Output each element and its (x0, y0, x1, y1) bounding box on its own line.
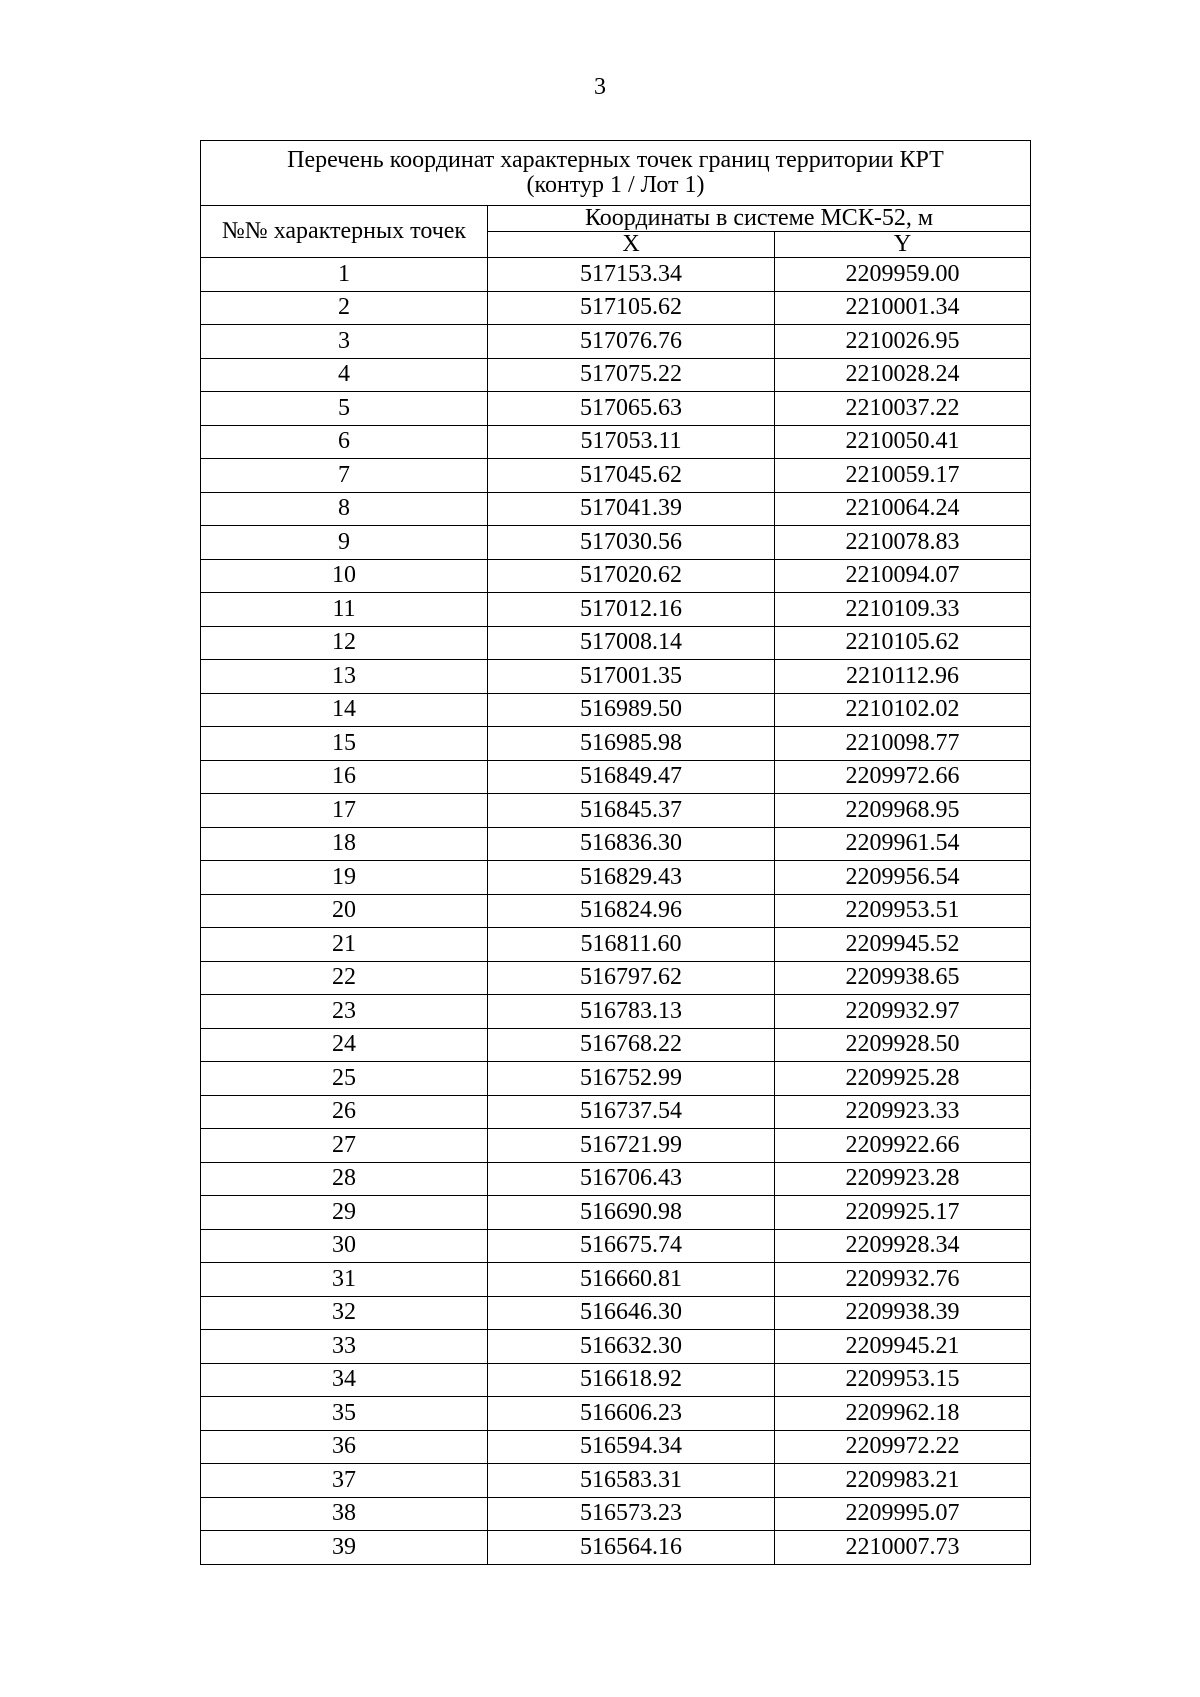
table-row (201, 861, 1031, 895)
x-coordinate-cell: 517008.14 (488, 626, 775, 660)
y-coordinate-cell: 2209972.22 (775, 1430, 1031, 1464)
x-coordinate-cell: 516675.74 (488, 1229, 775, 1263)
y-coordinate-cell: 2210109.33 (775, 593, 1031, 627)
x-coordinate-cell: 517030.56 (488, 526, 775, 560)
y-coordinate-cell: 2209925.17 (775, 1196, 1031, 1230)
table-row (201, 794, 1031, 828)
table-row (201, 1229, 1031, 1263)
table-row (201, 459, 1031, 493)
table-title (201, 141, 1031, 206)
y-coordinate-cell: 2209923.33 (775, 1095, 1031, 1129)
x-coordinate-cell: 516606.23 (488, 1397, 775, 1431)
x-coordinate-cell: 516660.81 (488, 1263, 775, 1297)
y-column-header: Y (775, 232, 1031, 258)
y-coordinate-cell: 2210028.24 (775, 358, 1031, 392)
table-row (201, 1095, 1031, 1129)
table-header (201, 141, 1031, 258)
point-number-cell: 3 (201, 325, 488, 359)
table-row (201, 626, 1031, 660)
points-column-header: №№ характерных точек (201, 206, 488, 258)
x-coordinate-cell: 516797.62 (488, 961, 775, 995)
x-coordinate-cell: 517001.35 (488, 660, 775, 694)
table-row (201, 258, 1031, 292)
table-row (201, 1330, 1031, 1364)
x-coordinate-cell: 516783.13 (488, 995, 775, 1029)
y-coordinate-cell: 2209983.21 (775, 1464, 1031, 1498)
y-coordinate-cell: 2210059.17 (775, 459, 1031, 493)
point-number-cell: 14 (201, 693, 488, 727)
y-coordinate-cell: 2209928.50 (775, 1028, 1031, 1062)
y-coordinate-cell: 2210112.96 (775, 660, 1031, 694)
table-row (201, 693, 1031, 727)
point-number-cell: 29 (201, 1196, 488, 1230)
x-coordinate-cell: 516583.31 (488, 1464, 775, 1498)
x-coordinate-cell: 516721.99 (488, 1129, 775, 1163)
point-number-cell: 17 (201, 794, 488, 828)
table-row (201, 1531, 1031, 1565)
table-row (201, 559, 1031, 593)
x-coordinate-cell: 516564.16 (488, 1531, 775, 1565)
y-coordinate-cell: 2210094.07 (775, 559, 1031, 593)
x-coordinate-cell: 516836.30 (488, 827, 775, 861)
point-number-cell: 25 (201, 1062, 488, 1096)
x-coordinate-cell: 517105.62 (488, 291, 775, 325)
point-number-cell: 4 (201, 358, 488, 392)
x-coordinate-cell: 516829.43 (488, 861, 775, 895)
table-row (201, 1028, 1031, 1062)
y-coordinate-cell: 2209928.34 (775, 1229, 1031, 1263)
y-coordinate-cell: 2209962.18 (775, 1397, 1031, 1431)
y-coordinate-cell: 2209922.66 (775, 1129, 1031, 1163)
table-row (201, 492, 1031, 526)
point-number-cell: 32 (201, 1296, 488, 1330)
x-coordinate-cell: 516594.34 (488, 1430, 775, 1464)
x-coordinate-cell: 516845.37 (488, 794, 775, 828)
x-coordinate-cell: 516737.54 (488, 1095, 775, 1129)
table-row (201, 325, 1031, 359)
x-column-header: X (488, 232, 775, 258)
table-row (201, 392, 1031, 426)
point-number-cell: 9 (201, 526, 488, 560)
y-coordinate-cell: 2209972.66 (775, 760, 1031, 794)
y-coordinate-cell: 2209932.97 (775, 995, 1031, 1029)
point-number-cell: 23 (201, 995, 488, 1029)
point-number-cell: 5 (201, 392, 488, 426)
table-row (201, 727, 1031, 761)
x-coordinate-cell: 516985.98 (488, 727, 775, 761)
point-number-cell: 1 (201, 258, 488, 292)
point-number-cell: 30 (201, 1229, 488, 1263)
y-coordinate-cell: 2209923.28 (775, 1162, 1031, 1196)
table-body (201, 258, 1031, 1565)
title-row (201, 141, 1031, 206)
y-coordinate-cell: 2209925.28 (775, 1062, 1031, 1096)
point-number-cell: 33 (201, 1330, 488, 1364)
point-number-cell: 11 (201, 593, 488, 627)
table-row (201, 1497, 1031, 1531)
table-row (201, 660, 1031, 694)
point-number-cell: 24 (201, 1028, 488, 1062)
table-row (201, 827, 1031, 861)
coordinates-table (200, 140, 1031, 1565)
point-number-cell: 35 (201, 1397, 488, 1431)
y-coordinate-cell: 2209995.07 (775, 1497, 1031, 1531)
coordinates-column-header: Координаты в системе МСК-52, м (488, 206, 1031, 232)
table-row (201, 1196, 1031, 1230)
x-coordinate-cell: 517153.34 (488, 258, 775, 292)
point-number-cell: 21 (201, 928, 488, 962)
point-number-cell: 22 (201, 961, 488, 995)
point-number-cell: 10 (201, 559, 488, 593)
x-coordinate-cell: 516752.99 (488, 1062, 775, 1096)
x-coordinate-cell: 516618.92 (488, 1363, 775, 1397)
table-row (201, 1363, 1031, 1397)
table-title-line1: Перечень координат характерных точек границ территории КРТ (287, 147, 944, 173)
table-row (201, 1430, 1031, 1464)
y-coordinate-cell: 2209968.95 (775, 794, 1031, 828)
y-coordinate-cell: 2210037.22 (775, 392, 1031, 426)
point-number-cell: 26 (201, 1095, 488, 1129)
table-row (201, 1464, 1031, 1498)
x-coordinate-cell: 517045.62 (488, 459, 775, 493)
page-number: 3 (594, 74, 606, 100)
x-coordinate-cell: 516849.47 (488, 760, 775, 794)
point-number-cell: 31 (201, 1263, 488, 1297)
y-coordinate-cell: 2209938.65 (775, 961, 1031, 995)
y-coordinate-cell: 2210001.34 (775, 291, 1031, 325)
point-number-cell: 13 (201, 660, 488, 694)
y-coordinate-cell: 2210064.24 (775, 492, 1031, 526)
y-coordinate-cell: 2209945.21 (775, 1330, 1031, 1364)
y-coordinate-cell: 2210026.95 (775, 325, 1031, 359)
table-row (201, 894, 1031, 928)
column-header-row (201, 206, 1031, 232)
x-coordinate-cell: 516632.30 (488, 1330, 775, 1364)
x-coordinate-cell: 517041.39 (488, 492, 775, 526)
table-row (201, 760, 1031, 794)
x-coordinate-cell: 517012.16 (488, 593, 775, 627)
table-row (201, 1129, 1031, 1163)
table-row (201, 358, 1031, 392)
y-coordinate-cell: 2210098.77 (775, 727, 1031, 761)
y-coordinate-cell: 2209953.51 (775, 894, 1031, 928)
y-coordinate-cell: 2210050.41 (775, 425, 1031, 459)
y-coordinate-cell: 2209961.54 (775, 827, 1031, 861)
x-coordinate-cell: 516989.50 (488, 693, 775, 727)
y-coordinate-cell: 2210007.73 (775, 1531, 1031, 1565)
x-coordinate-cell: 517020.62 (488, 559, 775, 593)
x-coordinate-cell: 516706.43 (488, 1162, 775, 1196)
table-row (201, 425, 1031, 459)
table-row (201, 593, 1031, 627)
x-coordinate-cell: 516690.98 (488, 1196, 775, 1230)
y-coordinate-cell: 2209932.76 (775, 1263, 1031, 1297)
table-row (201, 1263, 1031, 1297)
x-coordinate-cell: 517076.76 (488, 325, 775, 359)
point-number-cell: 27 (201, 1129, 488, 1163)
table-row (201, 1062, 1031, 1096)
table-row (201, 1397, 1031, 1431)
point-number-cell: 7 (201, 459, 488, 493)
table-row (201, 928, 1031, 962)
y-coordinate-cell: 2209959.00 (775, 258, 1031, 292)
point-number-cell: 6 (201, 425, 488, 459)
point-number-cell: 34 (201, 1363, 488, 1397)
y-coordinate-cell: 2209945.52 (775, 928, 1031, 962)
table-row (201, 1162, 1031, 1196)
table-row (201, 995, 1031, 1029)
point-number-cell: 20 (201, 894, 488, 928)
y-coordinate-cell: 2209953.15 (775, 1363, 1031, 1397)
x-coordinate-cell: 516573.23 (488, 1497, 775, 1531)
y-coordinate-cell: 2210078.83 (775, 526, 1031, 560)
y-coordinate-cell: 2210105.62 (775, 626, 1031, 660)
x-coordinate-cell: 517065.63 (488, 392, 775, 426)
point-number-cell: 8 (201, 492, 488, 526)
table-title-line2: (контур 1 / Лот 1) (526, 172, 705, 198)
x-coordinate-cell: 516824.96 (488, 894, 775, 928)
table-row (201, 526, 1031, 560)
point-number-cell: 36 (201, 1430, 488, 1464)
x-coordinate-cell: 516768.22 (488, 1028, 775, 1062)
point-number-cell: 39 (201, 1531, 488, 1565)
y-coordinate-cell: 2210102.02 (775, 693, 1031, 727)
x-coordinate-cell: 517075.22 (488, 358, 775, 392)
x-coordinate-cell: 517053.11 (488, 425, 775, 459)
table-row (201, 1296, 1031, 1330)
point-number-cell: 15 (201, 727, 488, 761)
y-coordinate-cell: 2209938.39 (775, 1296, 1031, 1330)
point-number-cell: 28 (201, 1162, 488, 1196)
table-row (201, 291, 1031, 325)
y-coordinate-cell: 2209956.54 (775, 861, 1031, 895)
point-number-cell: 12 (201, 626, 488, 660)
point-number-cell: 2 (201, 291, 488, 325)
x-coordinate-cell: 516811.60 (488, 928, 775, 962)
point-number-cell: 19 (201, 861, 488, 895)
point-number-cell: 38 (201, 1497, 488, 1531)
x-coordinate-cell: 516646.30 (488, 1296, 775, 1330)
table-row (201, 961, 1031, 995)
point-number-cell: 18 (201, 827, 488, 861)
point-number-cell: 16 (201, 760, 488, 794)
point-number-cell: 37 (201, 1464, 488, 1498)
